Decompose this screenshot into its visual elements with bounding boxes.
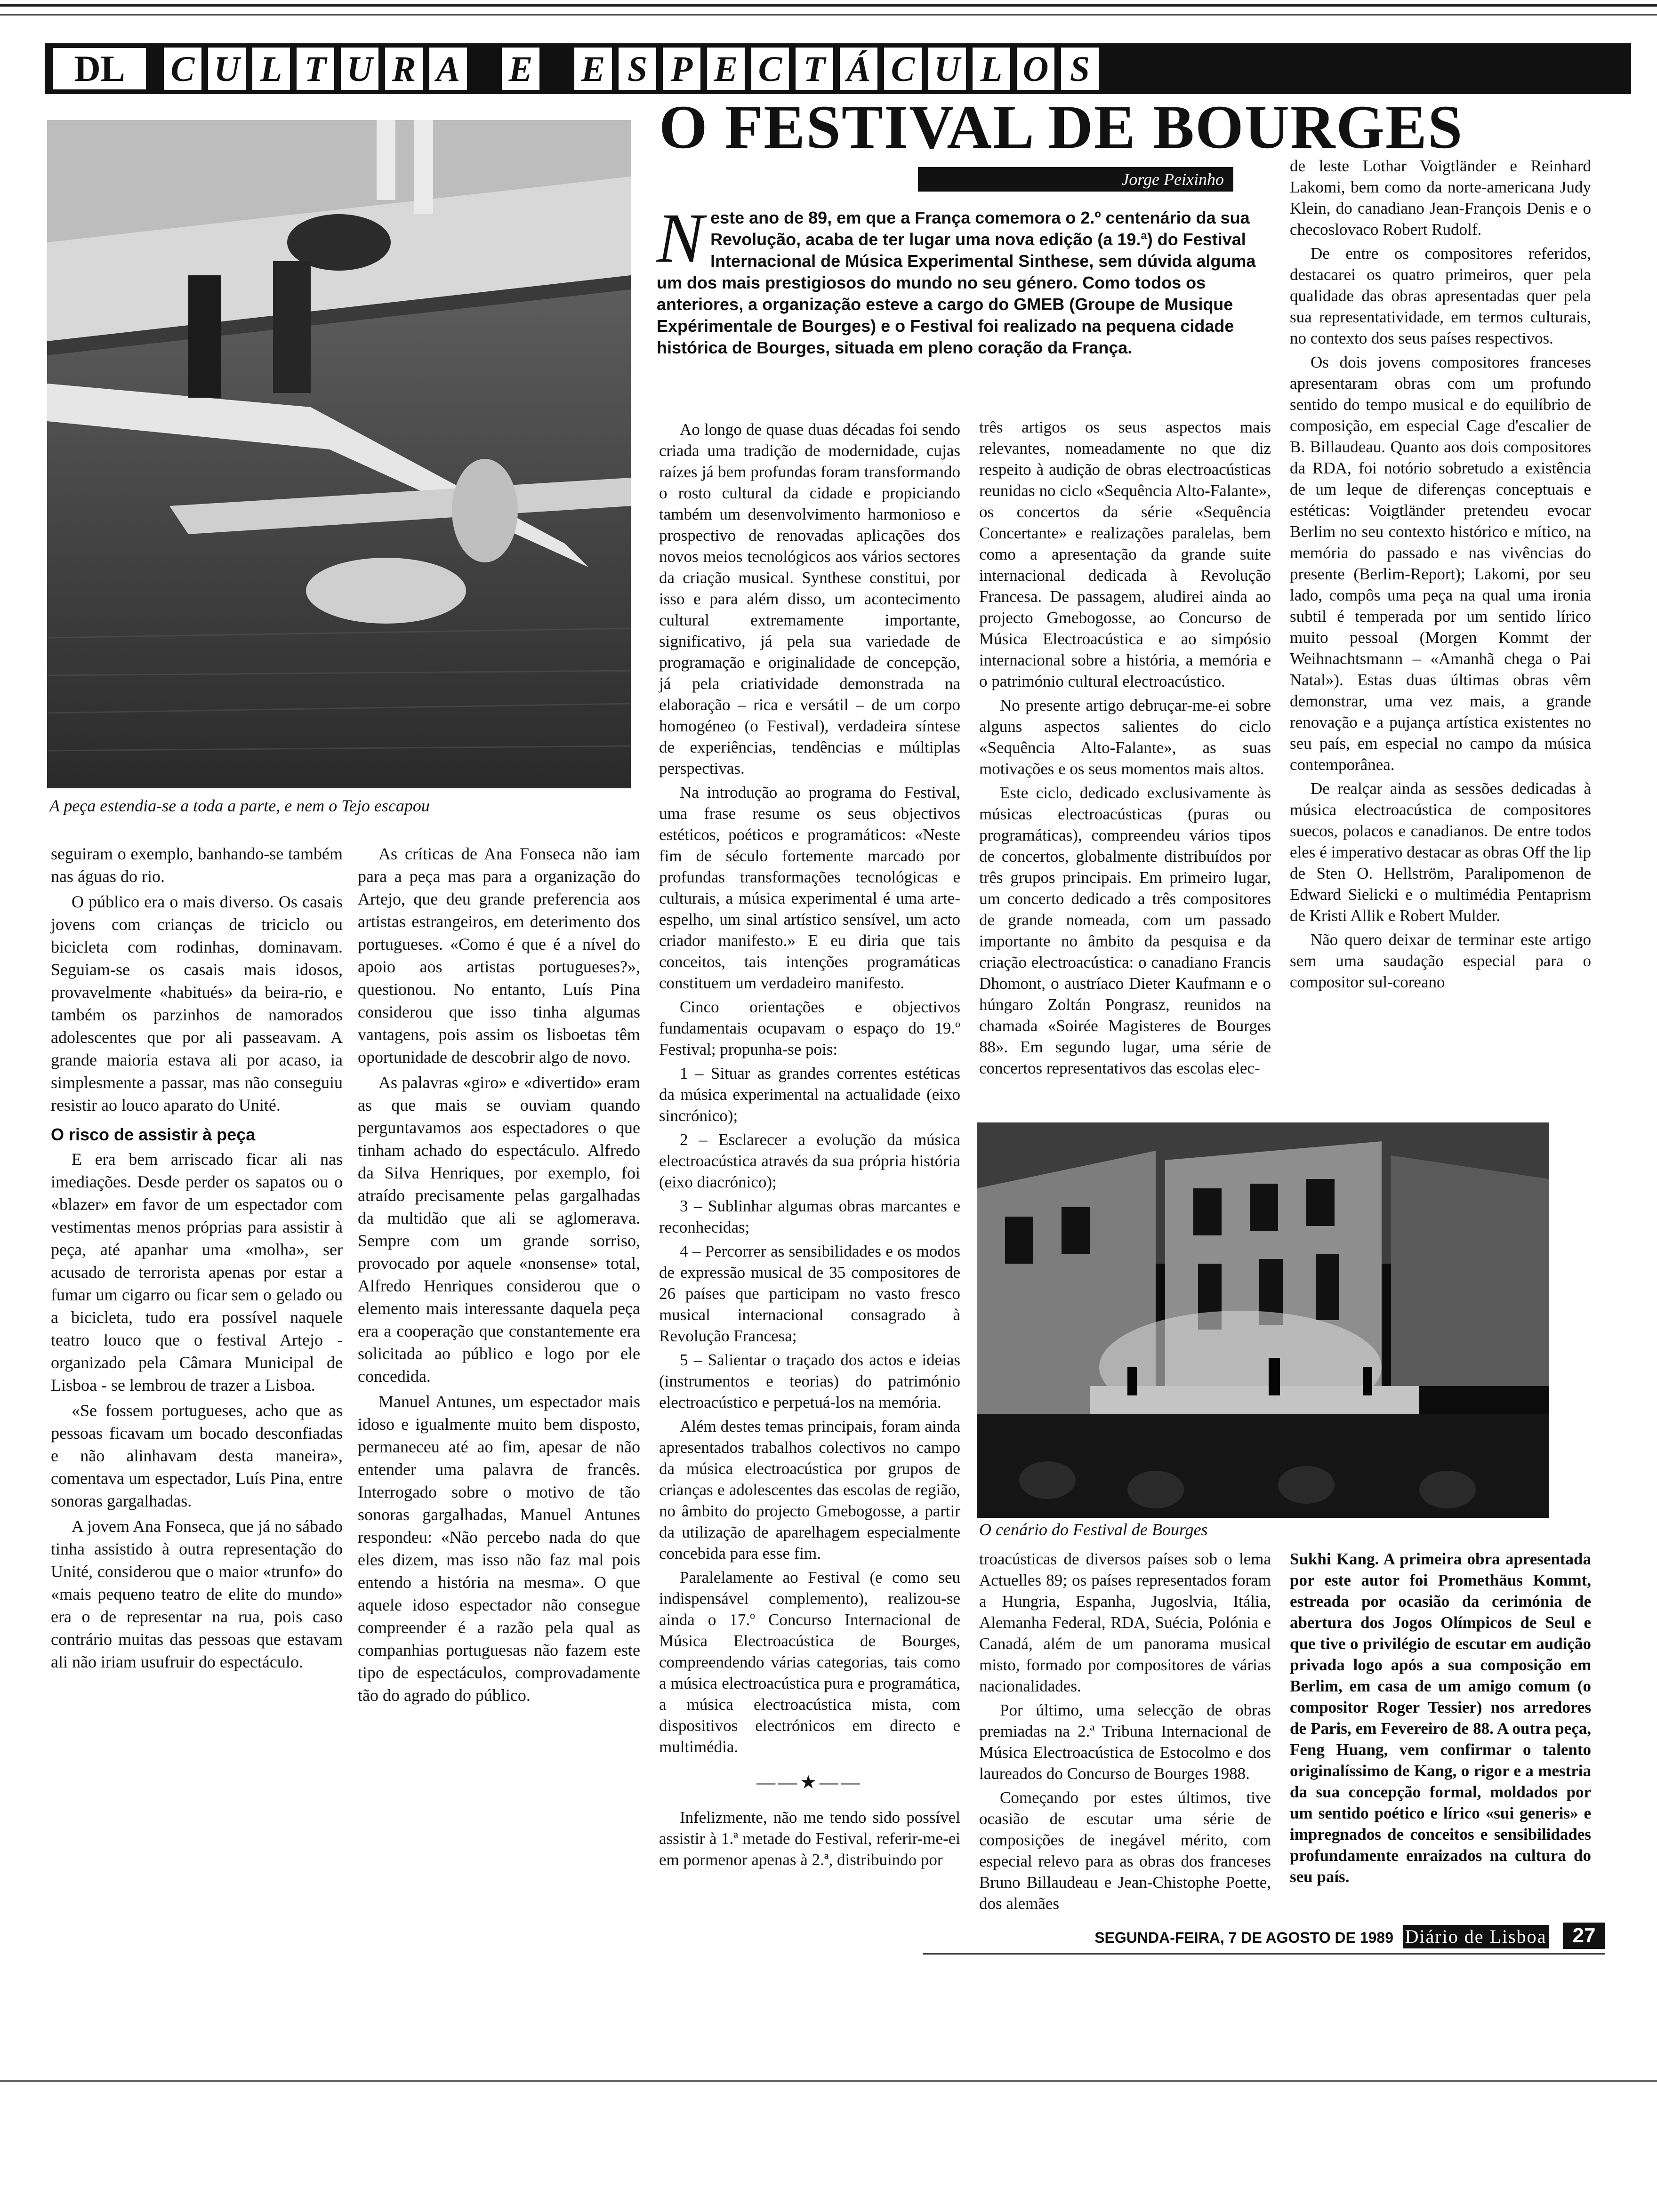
header-letter: A: [428, 46, 468, 91]
header-letter: O: [1015, 46, 1056, 91]
river-performance-photo: [47, 120, 631, 788]
col1-para-6: 3 – Sublinhar algumas obras marcantes e reconhecidas;: [659, 1197, 960, 1236]
col3-para-4: De realçar ainda as sessões dedicadas à música electroacústica de compositores suecos, polacos e canadianos. De entre todos eles é imperativo destacar as obras Off the lip de Sten O. Hellström, Paralipomenon de Edward Sielicki e o multimédia Pentaprism de Kristi Allik e Robert Mulder.: [1290, 779, 1591, 925]
article-lead: [657, 199, 1264, 359]
header-letter: E: [500, 46, 541, 91]
top-rule: [0, 4, 1657, 7]
footer-date: SEGUNDA-FEIRA, 7 DE AGOSTO DE 1989: [1094, 1929, 1393, 1946]
col3-para-6: Sukhi Kang. A primeira obra apresentada por este autor foi Promethäus Kommt, estreada por ocasião da cerimónia de abertura dos Jogos Olímpicos de Seul e que tive o privilégio de escutar em audição privada logo após a sua composição em Berlim, em casa de um amigo comum (o compositor Roger Tessier) nos arredores de Paris, em Fevereiro de 88. A outra peça, Feng Huang, vem confirmar o talento originalíssimo de Kang, o rigor e a mestria da sua concepção formal, moldados por um sentido poético e lírico «sui generis» e impregnados de conceitos e sensibilidades profundamente enraizados na cultura do seu país.: [1290, 1550, 1591, 1886]
festival-photo-image: [977, 1122, 1549, 1518]
article-column-1: [659, 419, 960, 1873]
header-letter: U: [927, 46, 967, 91]
article-column-2: [979, 417, 1271, 1082]
left-para-6: As críticas de Ana Fonseca não iam para a peça mas para a organização do Artejo, que deu grande preferencia aos artistas estrangeiros, em deterimento dos portugueses. «Como é que é a nível do apoio aos artistas portugueses?», questionou. No entanto, Luís Pina considerou que isso tinha algumas vantagens, pois assim os lisboetas têm oportunidade de descobrir algo de novo.: [358, 844, 640, 1066]
header-letter: E: [573, 46, 613, 91]
left-story-column-b: [358, 842, 640, 1709]
header-letter: C: [883, 46, 923, 91]
header-letter: E: [706, 46, 746, 91]
col1-para-9: Além destes temas principais, foram ainda apresentados trabalhos colectivos no campo da música electroacústica por grupos de crianças e adolescentes das escolas de região, no âmbito do projecto Gmebogosse, a partir da utilização de aparelhagem especialmente concebida para esse fim.: [659, 1417, 960, 1563]
header-letter: P: [661, 46, 702, 91]
left-para-7: As palavras «giro» e «divertido» eram as que mais se ouviam quando perguntavamos aos espectadores o que tinham achado do espectáculo. Alfredo da Silva Henriques, por exemplo, foi atraído precisamente pelas gargalhadas da multidão que ali se aglomerava. Sempre com um grande sorriso, provocado por aquele «nonsense» total, Alfredo Henriques considerou que o elemento mais interessante daquela peça era a cooperação que constantemente era solicitada ao público e logo por ele concedida.: [358, 1073, 640, 1386]
paper-logo: DL: [51, 46, 148, 91]
col3-para-2: De entre os compositores referidos, destacarei os quatro primeiros, quer pela qualidade das obras apresentadas quer pela sua representatividade, em termos culturais, no contexto dos seus países respectivos.: [1290, 244, 1591, 347]
paper-name: Diário de Lisboa: [1403, 1925, 1549, 1948]
left-subhead: O risco de assistir à peça: [51, 1125, 256, 1144]
header-letter: T: [295, 46, 336, 91]
col3-para-1: de leste Lothar Voigtländer e Reinhard Lakomi, bem como da norte-americana Judy Klein, do canadiano Jean-François Denis e o checoslovaco Robert Rudolf.: [1290, 157, 1591, 239]
article-column-3-lower: [1290, 1548, 1591, 1890]
festival-photo-caption: O cenário do Festival de Bourges: [979, 1520, 1208, 1539]
header-letter: C: [162, 46, 203, 91]
col1-para-end: Infelizmente, não me tendo sido possível assistir à 1.ª metade do Festival, referir-me-ei em pormenor apenas à 2.ª, distribuindo por: [659, 1808, 960, 1869]
article-column-2-lower: [979, 1548, 1271, 1917]
col2-para-4: troacústicas de diversos países sob o lema Actuelles 89; os países representados foram a Hungria, Espanha, Jugoslvia, Itália, Alemanha Federal, RDA, Suécia, Polónia e Canadá, além de um panorama musical misto, formado por compositores de várias nacionalidades.: [979, 1550, 1271, 1695]
festival-scene-photo: [977, 1122, 1549, 1518]
left-para-3: E era bem arriscado ficar ali nas imediações. Desde perder os sapatos ou o «blazer» em favor de um espectador com vestimentas menos próprias para assistir à peça, até apanhar uma «molha», ser acusado de terrorista apenas por estar a fumar um cigarro ou ficar sem o gelado ou a bicicleta, tudo era possível naquele teatro louco que o festival Artejo - organizado pela Câmara Municipal de Lisboa - se lembrou de trazer a Lisboa.: [51, 1150, 343, 1395]
col2-para-6: Começando por estes últimos, tive ocasião de escutar uma série de composições de inegável mérito, com especial relevo para as obras dos franceses Bruno Billaudeau e Jean-Chistophe Poette, dos alemães: [979, 1788, 1271, 1913]
col2-para-1: três artigos os seus aspectos mais relevantes, nomeadamente no que diz respeito à audição de obras electroacústicas reunidas no ciclo «Sequência Alto-Falante», os concertos da série «Sequência Concertante» e realizações paralelas, bem como a apresentação da grande suite internacional dedicada à Revolução Francesa. De passagem, aludirei ainda ao projecto Gmebogosse, ao Concurso de Música Electroacústica e ao simpósio internacional sobre a história, a memória e o património cultural electroacústico.: [979, 418, 1271, 690]
header-letter-space: [472, 46, 500, 91]
header-letter: S: [617, 46, 658, 91]
header-letter: U: [207, 46, 247, 91]
header-letter: L: [971, 46, 1012, 91]
col2-para-5: Por último, uma selecção de obras premiadas na 2.ª Tribuna Internacional de Música Electroacústica de Estocolmo e dos laureados do Concurso de Bourges 1988.: [979, 1701, 1271, 1783]
top-rule-thin: [0, 14, 1657, 16]
header-letter-space: [545, 46, 573, 91]
left-para-5: A jovem Ana Fonseca, que já no sábado tinha assistido à outra representação do Unité, considerou que o maior «trunfo» do «mais pequeno teatro de elite do mundo» era o de representar na rua, pois caso contrário muitas das pessoas que estavam ali não iriam usufruir do espectáculo.: [51, 1517, 343, 1671]
header-letter: R: [384, 46, 424, 91]
left-para-4: «Se fossem portugueses, acho que as pessoas ficavam um bocado desconfiadas e não alinhavam desta maneira», comentava um espectador, Luís Pina, entre sonoras gargalhadas.: [51, 1401, 343, 1510]
header-letter: C: [750, 46, 790, 91]
header-letter: T: [794, 46, 835, 91]
section-header: [45, 43, 1631, 94]
bottom-scan-rule: [0, 2080, 1657, 2082]
col1-para-7: 4 – Percorrer as sensibilidades e os modos de expressão musical de 35 compositores de 26 países que participam no vasto fresco musical internacional consagrado à Revolução Francesa;: [659, 1242, 960, 1345]
drop-cap: N: [657, 199, 704, 277]
col1-para-1: Ao longo de quase duas décadas foi sendo criada uma tradição de modernidade, cujas raízes já bem profundas foram transformando o rosto cultural da cidade e propiciando também um desenvolvimento harmonioso e prospectivo de renovadas aplicações dos novos meios tecnológicos aos vários sectores da criação musical. Synthese constitui, por isso e para além disso, um acontecimento cultural extremamente importante, significativo, já pela sua variedade de programação e originalidade de concepção, já pela criatividade demonstrada na elaboração – rica e versátil – de um corpo homogéneo (o Festival), verdadeira síntese de experiências, tendências e múltiplas perspectivas.: [659, 420, 960, 777]
col1-para-8: 5 – Salientar o traçado dos actos e ideias (instrumentos e teorias) do património electroacústico e perpetuá-los na memória.: [659, 1351, 960, 1411]
col2-para-2: No presente artigo debruçar-me-ei sobre alguns aspectos salientes do ciclo «Sequência Alto-Falante», as suas motivações e os seus momentos mais altos.: [979, 696, 1271, 778]
section-separator: ——★——: [756, 1771, 863, 1793]
header-letter: S: [1060, 46, 1100, 91]
article-column-3: [1290, 155, 1591, 995]
page-number: 27: [1563, 1923, 1605, 1949]
col3-para-3: Os dois jovens compositores franceses apresentaram obras com um profundo sentido do tempo musical e do equilíbrio de composição, em especial Cage d'escalier de B. Billaudeau. Quanto aos dois compositores da RDA, foi notório sobretudo a existência de um leque de diferenças conceptuais e estéticas: Voigtländer pretendeu evocar Berlim no seu contexto histórico e mítico, na memória do passado e nas vivências do presente (Berlim-Report); Lakomi, por seu lado, compôs uma peça na qual uma ironia subtil é temperada por um sentido lírico muito pessoal (Morgen Kommt der Weihnachtsmann – «Amanhã chega o Pai Natal»). Estas duas últimas obras vêm demonstrar, uma vez mais, a grande renovação e a pujança artística existentes no seu país, em especial no campo da música contemporânea.: [1290, 353, 1591, 774]
col1-para-3: Cinco orientações e objectivos fundamentais ocupavam o espaço do 19.º Festival; propunha-se pois:: [659, 998, 960, 1058]
col2-para-3: Este ciclo, dedicado exclusivamente às músicas electroacústicas (puras ou programáticas), compreendeu vários tipos de concertos, globalmente distribuídos por três grupos principais. Em primeiro lugar, um concerto dedicado a três compositores de grande nomeada, com um passado importante no âmbito da pesquisa e da criação electroacústica: o canadiano Francis Dhomont, o austríaco Dieter Kaufmann e o húngaro Zoltán Pongrasz, reunidos na chamada «Soirée Magisteres de Bourges 88». Em segundo lugar, uma série de concertos representativos das escolas elec-: [979, 784, 1271, 1077]
header-letter: L: [251, 46, 291, 91]
left-para-2: O público era o mais diverso. Os casais jovens com crianças de triciclo ou bicicleta com rodinhas, dominavam. Seguiam-se os casais mais idosos, provavelmente «habitués» da beira-rio, e também os parzinhos de namorados adolescentes que por ali passeavam. A grande maioria estava ali por acaso, ia simplesmente a passar, mas não conseguiu resistir ao louco aparato do Unité.: [51, 892, 343, 1114]
col1-para-5: 2 – Esclarecer a evolução da música electroacústica através da sua própria história (eixo diacrónico);: [659, 1130, 960, 1191]
river-photo-image: [47, 120, 631, 788]
footer-rule: [923, 1953, 1605, 1955]
left-story-column-a: [51, 842, 343, 1676]
col1-para-10: Paralelamente ao Festival (e como seu indispensável complemento), realizou-se ainda o 17.º Concurso Internacional de Música Electroacústica de Bourges, compreendendo várias categorias, tais como a música electroacústica pura e programática, a música electroacústica mista, com dispositivos electrónicos em directo e multimédia.: [659, 1568, 960, 1756]
header-letter: U: [339, 46, 380, 91]
river-photo-caption: A peça estendia-se a toda a parte, e nem o Tejo escapou: [49, 796, 430, 815]
col1-para-2: Na introdução ao programa do Festival, uma frase resume os seus objectivos estéticos, poéticos e programáticos: «Neste fim de século fortemente marcado por profundas transformações tecnológicas e culturais, a música experimental é uma arte-espelho, um sinal artístico sensível, um acto criador manifesto.» E eu diria que tais conceitos, tais intenções programáticas constituem um verdadeiro manifesto.: [659, 783, 960, 992]
lead-text: este ano de 89, em que a França comemora o 2.º centenário da sua Revolução, acaba de ter lugar uma nova edição (a 19.ª) do Festival Internacional de Música Experimental Sinthese, sem dúvida alguma um dos mais prestigiosos do mundo no seu género. Como todos os anteriores, a organização esteve a cargo do GMEB (Groupe de Musique Expérimentale de Bourges) e o Festival foi realizado na pequena cidade histórica de Bourges, situada em pleno coração da França.: [657, 208, 1256, 357]
left-para-1: seguiram o exemplo, banhando-se também nas águas do rio.: [51, 844, 343, 886]
col1-para-4: 1 – Situar as grandes correntes estéticas da música experimental na actualidade (eixo sincrónico);: [659, 1064, 960, 1125]
article-title: O FESTIVAL DE BOURGES: [659, 92, 1464, 161]
byline: Jorge Peixinho: [918, 167, 1233, 192]
section-title: [162, 46, 1104, 91]
col3-para-5: Não quero deixar de terminar este artigo sem uma saudação especial para o compositor sul-coreano: [1290, 930, 1591, 991]
header-letter: Á: [838, 46, 879, 91]
left-para-8: Manuel Antunes, um espectador mais idoso e igualmente muito bem disposto, permaneceu até ao fim, apesar de não entender uma palavra de francês. Interrogado sobre o motivo de tão sonoras gargalhadas, Manuel Antunes respondeu: «Não percebo nada do que eles dizem, mas isso não faz mal pois entendo a história na mesma». O que aquele idoso espectador não consegue compreender é a razão pela qual as companhias portuguesas não fazem este tipo de espectáculos, comprovadamente tão do agrado do público.: [358, 1392, 640, 1705]
